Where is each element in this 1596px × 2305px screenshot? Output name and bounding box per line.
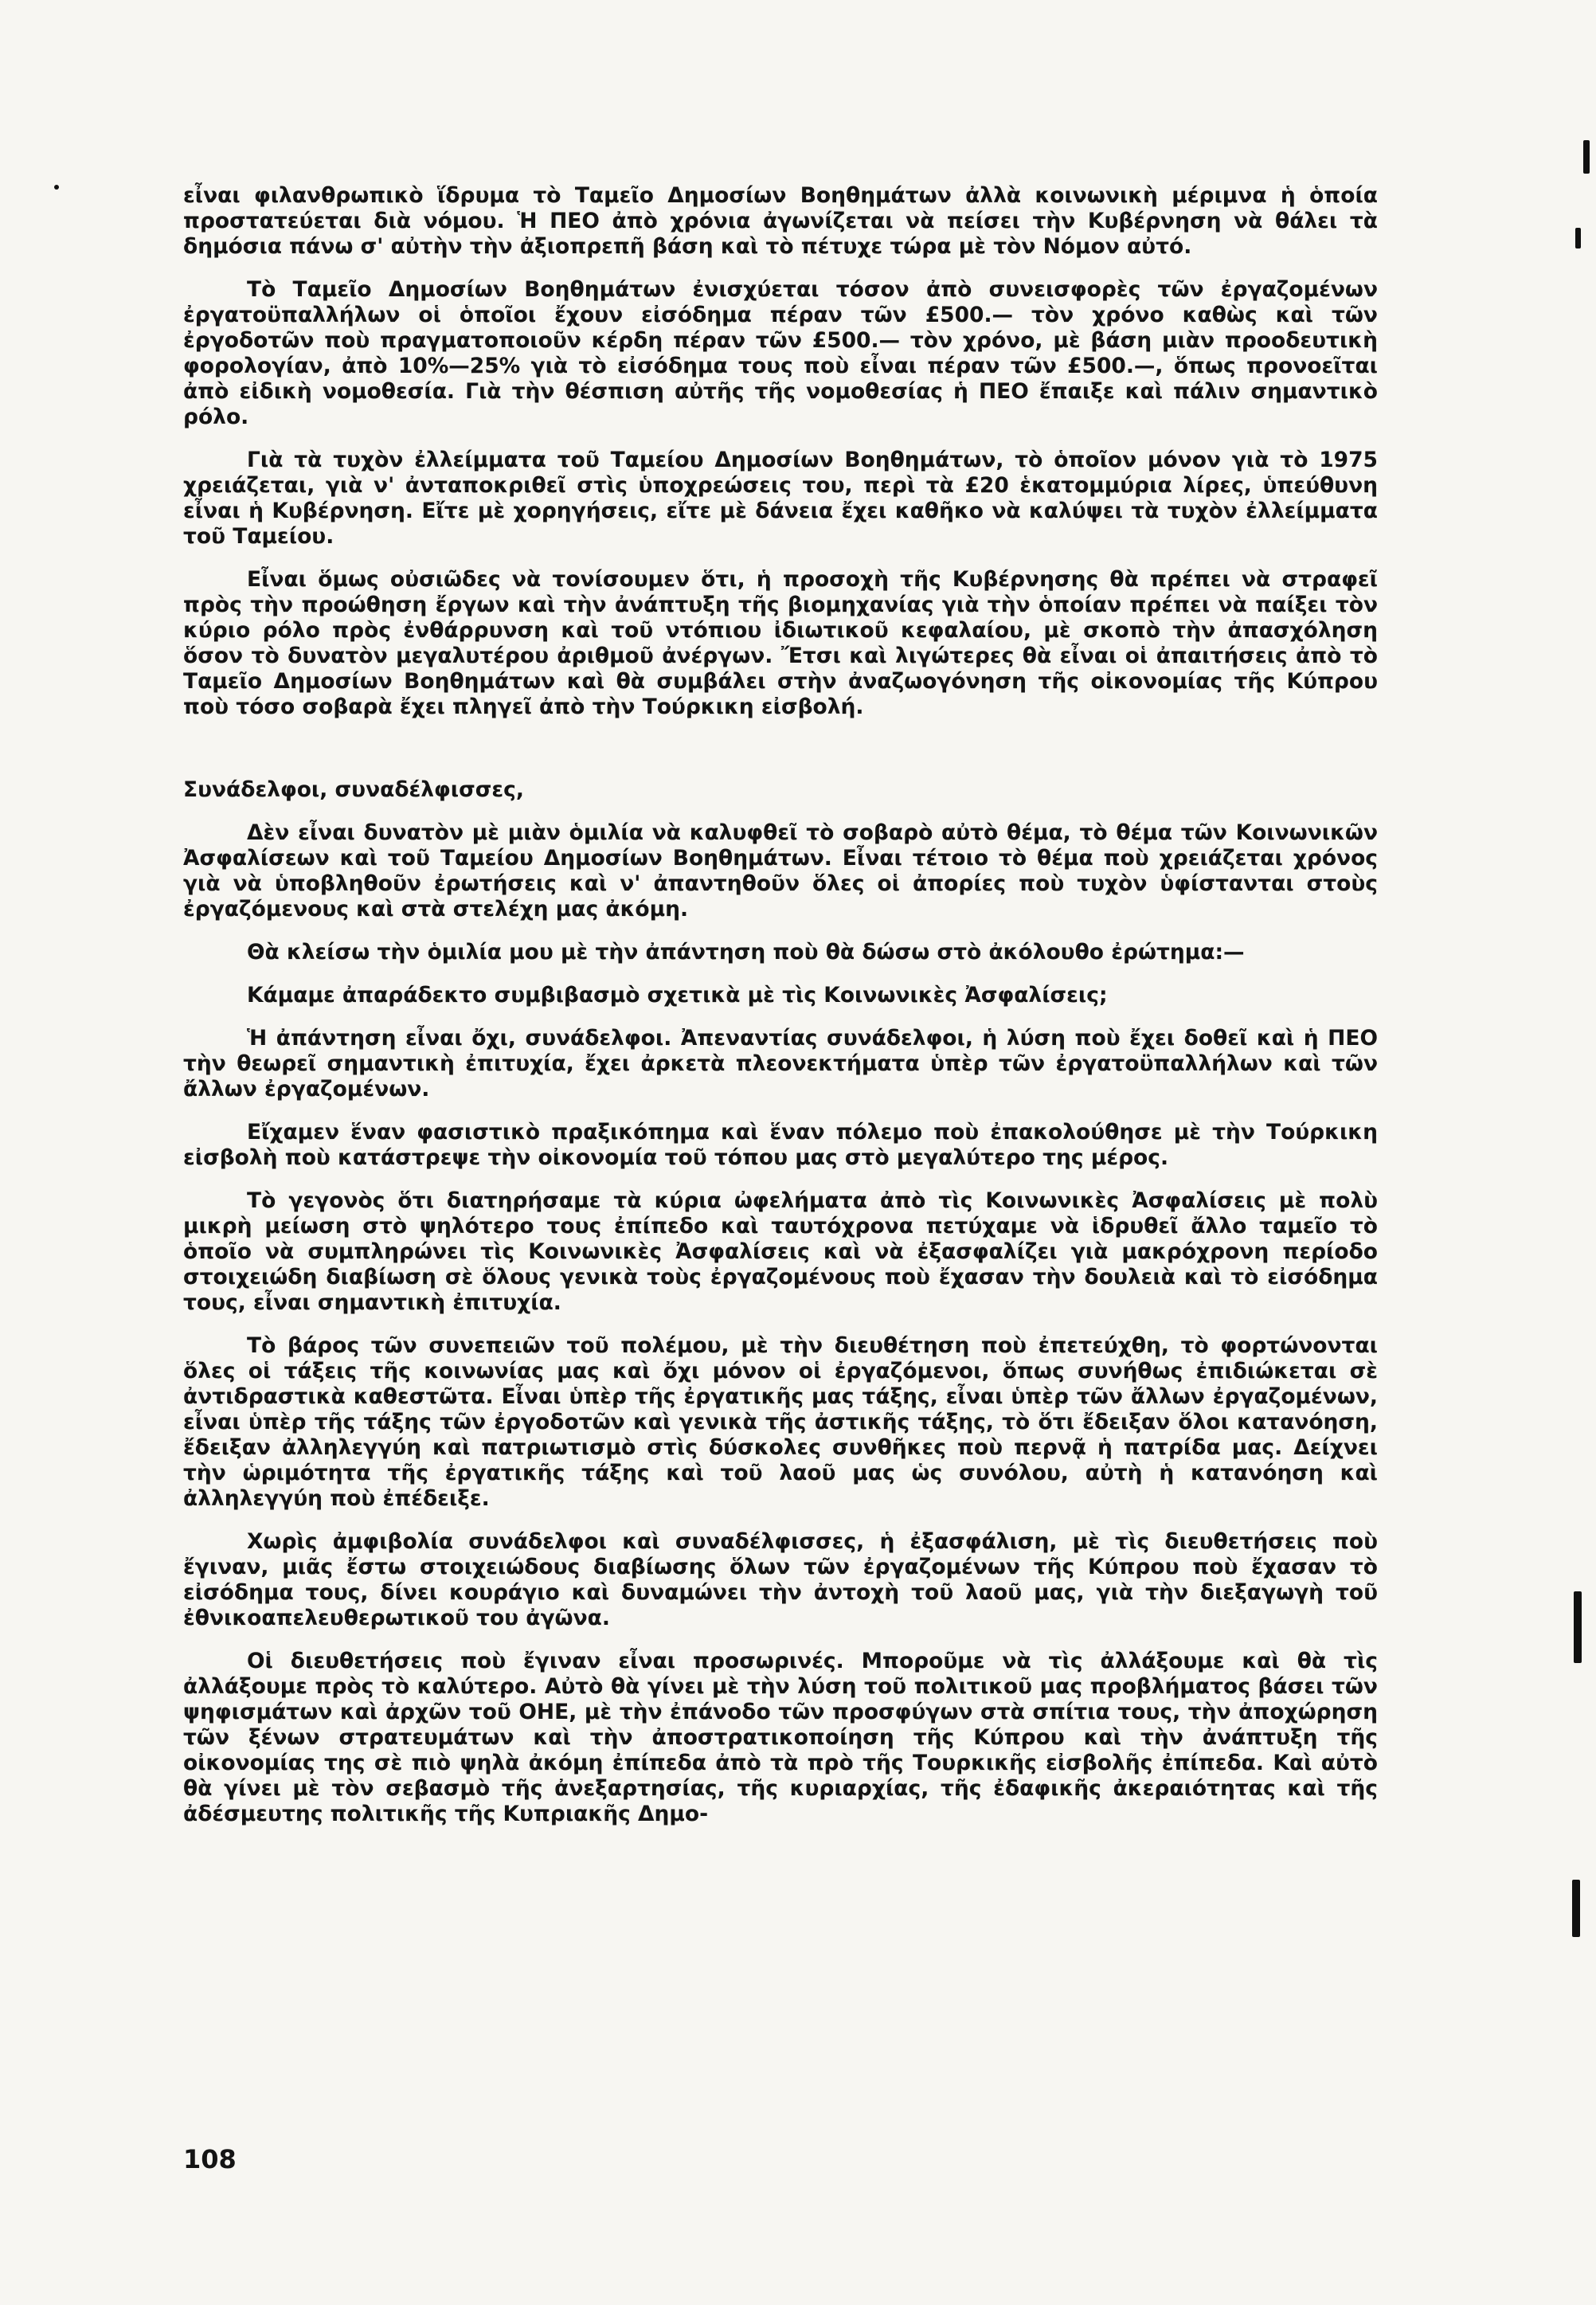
paragraph: Ἡ ἀπάντηση εἶναι ὄχι, συνάδελφοι. Ἀπεναντίας συνάδελφοι, ἡ λύση ποὺ ἔχει δοθεῖ καὶ ἡ ΠΕΟ τὴν θεωρεῖ σημαντικὴ ἐπιτυχία, ἔχει ἀρκετὰ πλεονεκτήματα ὑπὲρ τῶν ἐργατοϋπαλλήλων καὶ τῶν ἄλλων ἐργαζομένων. bbox=[183, 1026, 1378, 1102]
paragraph: Εἶναι ὅμως οὐσιῶδες νὰ τονίσουμεν ὅτι, ἡ προσοχὴ τῆς Κυβέρνησης θὰ πρέπει νὰ στραφεῖ πρὸς τὴν προώθηση ἔργων καὶ τὴν ἀνάπτυξη τῆς βιομηχανίας γιὰ τὴν ὁποίαν πρέπει νὰ παίξει τὸν κύριο ρόλο πρὸς ἐνθάρρυνση καὶ τοῦ ντόπιου ἰδιωτικοῦ κεφαλαίου, μὲ σκοπὸ τὴν ἀπασχόληση ὅσον τὸ δυνατὸν μεγαλυτέρου ἀριθμοῦ ἀνέργων. Ἔτσι καὶ λιγώτερες θὰ εἶναι οἱ ἀπαιτήσεις ἀπὸ τὸ Ταμεῖο Δημοσίων Βοηθημάτων καὶ θὰ συμβάλει στὴν ἀναζωογόνηση τῆς οἰκονομίας τῆς Κύπρου ποὺ τόσο σοβαρὰ ἔχει πληγεῖ ἀπὸ τὴν Τούρκικη εἰσβολή. bbox=[183, 567, 1378, 719]
scan-mark bbox=[1575, 228, 1581, 249]
salutation-heading: Συνάδελφοι, συναδέλφισσες, bbox=[183, 777, 524, 802]
paragraph: Κάμαμε ἀπαράδεκτο συμβιβασμὸ σχετικὰ μὲ τὶς Κοινωνικὲς Ἀσφαλίσεις; bbox=[247, 983, 1108, 1008]
paragraph: Δὲν εἶναι δυνατὸν μὲ μιὰν ὁμιλία νὰ καλυφθεῖ τὸ σοβαρὸ αὐτὸ θέμα, τὸ θέμα τῶν Κοινωνικῶν Ἀσφαλίσεων καὶ τοῦ Ταμείου Δημοσίων Βοηθημάτων. Εἶναι τέτοιο τὸ θέμα ποὺ χρειάζεται χρόνος γιὰ νὰ ὑποβληθοῦν ἐρωτήσεις καὶ ν' ἀπαντηθοῦν ὅλες οἱ ἀπορίες ποὺ τυχὸν ὑφίστανται στοὺς ἐργαζόμενους καὶ στὰ στελέχη μας ἀκόμη. bbox=[183, 820, 1378, 922]
scan-mark bbox=[54, 185, 59, 190]
paragraph: Εἴχαμεν ἕναν φασιστικὸ πραξικόπημα καὶ ἕναν πόλεμο ποὺ ἐπακολούθησε μὲ τὴν Τούρκικη εἰσβολὴ ποὺ κατάστρεψε τὴν οἰκονομία τοῦ τόπου μας στὸ μεγαλύτερο της μέρος. bbox=[183, 1120, 1378, 1170]
paragraph: Οἱ διευθετήσεις ποὺ ἔγιναν εἶναι προσωρινές. Μποροῦμε νὰ τὶς ἀλλάξουμε καὶ θὰ τὶς ἀλλάξουμε πρὸς τὸ καλύτερο. Αὐτὸ θὰ γίνει μὲ τὴν λύση τοῦ πολιτικοῦ μας προβλήματος βάσει τῶν ψηφισμάτων καὶ ἀρχῶν τοῦ ΟΗΕ, μὲ τὴν ἐπάνοδο τῶν προσφύγων στὰ σπίτια τους, τὴν ἀποχώρηση τῶν ξένων στρατευμάτων καὶ τὴν ἀποστρατικοποίηση τῆς Κύπρου καὶ τὴν ἀνάπτυξη τῆς οἰκονομίας της σὲ πιὸ ψηλὰ ἀκόμη ἐπίπεδα ἀπὸ τὰ πρὸ τῆς Τουρκικῆς εἰσβολῆς ἐπίπεδα. Καὶ αὐτὸ θὰ γίνει μὲ τὸν σεβασμὸ τῆς ἀνεξαρτησίας, τῆς κυριαρχίας, τῆς ἐδαφικῆς ἀκεραιότητας καὶ τῆς ἀδέσμευτης πολιτικῆς τῆς Κυπριακῆς Δημο- bbox=[183, 1649, 1378, 1826]
paragraph: Γιὰ τὰ τυχὸν ἐλλείμματα τοῦ Ταμείου Δημοσίων Βοηθημάτων, τὸ ὁποῖον μόνον γιὰ τὸ 1975 χρειάζεται, γιὰ ν' ἀνταποκριθεῖ στὶς ὑποχρεώσεις του, περὶ τὰ £20 ἑκατομμύρια λίρες, ὑπεύθυνη εἶναι ἡ Κυβέρνηση. Εἴτε μὲ χορηγήσεις, εἴτε μὲ δάνεια ἔχει καθῆκο νὰ καλύψει τὰ τυχὸν ἐλλείμματα τοῦ Ταμείου. bbox=[183, 448, 1378, 549]
paragraph: Τὸ βάρος τῶν συνεπειῶν τοῦ πολέμου, μὲ τὴν διευθέτηση ποὺ ἐπετεύχθη, τὸ φορτώνονται ὅλες οἱ τάξεις τῆς κοινωνίας μας καὶ ὄχι μόνον οἱ ἐργαζόμενοι, ὅπως συνήθως ἐπιδιώκεται σὲ ἀντιδραστικὰ καθεστῶτα. Εἶναι ὑπὲρ τῆς ἐργατικῆς μας τάξης, εἶναι ὑπὲρ τῶν ἄλλων ἐργαζομένων, εἶναι ὑπὲρ τῆς τάξης τῶν ἐργοδοτῶν καὶ γενικὰ τῆς ἀστικῆς τάξης, τὸ ὅτι ἔδειξαν ὅλοι κατανόηση, ἔδειξαν ἀλληλεγγύη καὶ πατριωτισμὸ στὶς δύσκολες συνθῆκες ποὺ περνᾷ ἡ πατρίδα μας. Δείχνει τὴν ὡριμότητα τῆς ἐργατικῆς τάξης καὶ τοῦ λαοῦ μας ὡς συνόλου, αὐτὴ ἡ κατανόηση καὶ ἀλληλεγγύη ποὺ ἐπέδειξε. bbox=[183, 1333, 1378, 1511]
paragraph: Τὸ Ταμεῖο Δημοσίων Βοηθημάτων ἐνισχύεται τόσον ἀπὸ συνεισφορὲς τῶν ἐργαζομένων ἐργατοϋπαλλήλων οἱ ὁποῖοι ἔχουν εἰσόδημα πέραν τῶν £500.— τὸν χρόνο καθὼς καὶ τῶν ἐργοδοτῶν ποὺ πραγματοποιοῦν κέρδη πέραν τῶν £500.— τὸν χρόνο, μὲ βάση μιὰν προοδευτικὴ φορολογίαν, ἀπὸ 10%—25% γιὰ τὸ εἰσόδημα τους ποὺ εἶναι πέραν τῶν £500.—, ὅπως προνοεῖται ἀπὸ εἰδικὴ νομοθεσία. Γιὰ τὴν θέσπιση αὐτῆς τῆς νομοθεσίας ἡ ΠΕΟ ἔπαιξε καὶ πάλιν σημαντικὸ ρόλο. bbox=[183, 277, 1378, 429]
document-page bbox=[183, 183, 1378, 1845]
scan-mark bbox=[1572, 1880, 1580, 1937]
paragraph: Θὰ κλείσω τὴν ὁμιλία μου μὲ τὴν ἀπάντηση ποὺ θὰ δώσω στὸ ἀκόλουθο ἐρώτημα:— bbox=[247, 940, 1245, 965]
paragraph: εἶναι φιλανθρωπικὸ ἵδρυμα τὸ Ταμεῖο Δημοσίων Βοηθημάτων ἀλλὰ κοινωνικὴ μέριμνα ἡ ὁποία προστατεύεται διὰ νόμου. Ἡ ΠΕΟ ἀπὸ χρόνια ἀγωνίζεται νὰ πείσει τὴν Κυβέρνηση νὰ θάλει τὰ δημόσια πάνω σ' αὐτὴν τὴν ἀξιοπρεπῆ βάση καὶ τὸ πέτυχε τώρα μὲ τὸν Νόμον αὐτό. bbox=[183, 183, 1378, 259]
paragraph: Χωρὶς ἀμφιβολία συνάδελφοι καὶ συναδέλφισσες, ἡ ἐξασφάλιση, μὲ τὶς διευθετήσεις ποὺ ἔγιναν, μιᾶς ἔστω στοιχειώδους διαβίωσης ὅλων τῶν ἐργαζομένων τῆς Κύπρου ποὺ ἔχασαν τὸ εἰσόδημα τους, δίνει κουράγιο καὶ δυναμώνει τὴν ἀντοχὴ τοῦ λαοῦ μας, γιὰ τὴν διεξαγωγὴ τοῦ ἐθνικοαπελευθερωτικοῦ του ἀγῶνα. bbox=[183, 1529, 1378, 1630]
scan-mark bbox=[1574, 1591, 1582, 1663]
page-number: 108 bbox=[183, 2144, 237, 2174]
paragraph: Τὸ γεγονὸς ὅτι διατηρήσαμε τὰ κύρια ὠφελήματα ἀπὸ τὶς Κοινωνικὲς Ἀσφαλίσεις μὲ πολὺ μικρὴ μείωση στὸ ψηλότερο τους ἐπίπεδο καὶ ταυτόχρονα πετύχαμε νὰ ἱδρυθεῖ ἄλλο ταμεῖο τὸ ὁποῖο νὰ συμπληρώνει τὶς Κοινωνικὲς Ἀσφαλίσεις καὶ νὰ ἐξασφαλίζει γιὰ μακρόχρονη περίοδο στοιχειώδη διαβίωση σὲ ὅλους γενικὰ τοὺς ἐργαζομένους ποὺ ἔχασαν τὴν δουλειὰ καὶ τὸ εἰσόδημα τους, εἶναι σημαντικὴ ἐπιτυχία. bbox=[183, 1188, 1378, 1315]
scan-mark bbox=[1583, 140, 1590, 174]
